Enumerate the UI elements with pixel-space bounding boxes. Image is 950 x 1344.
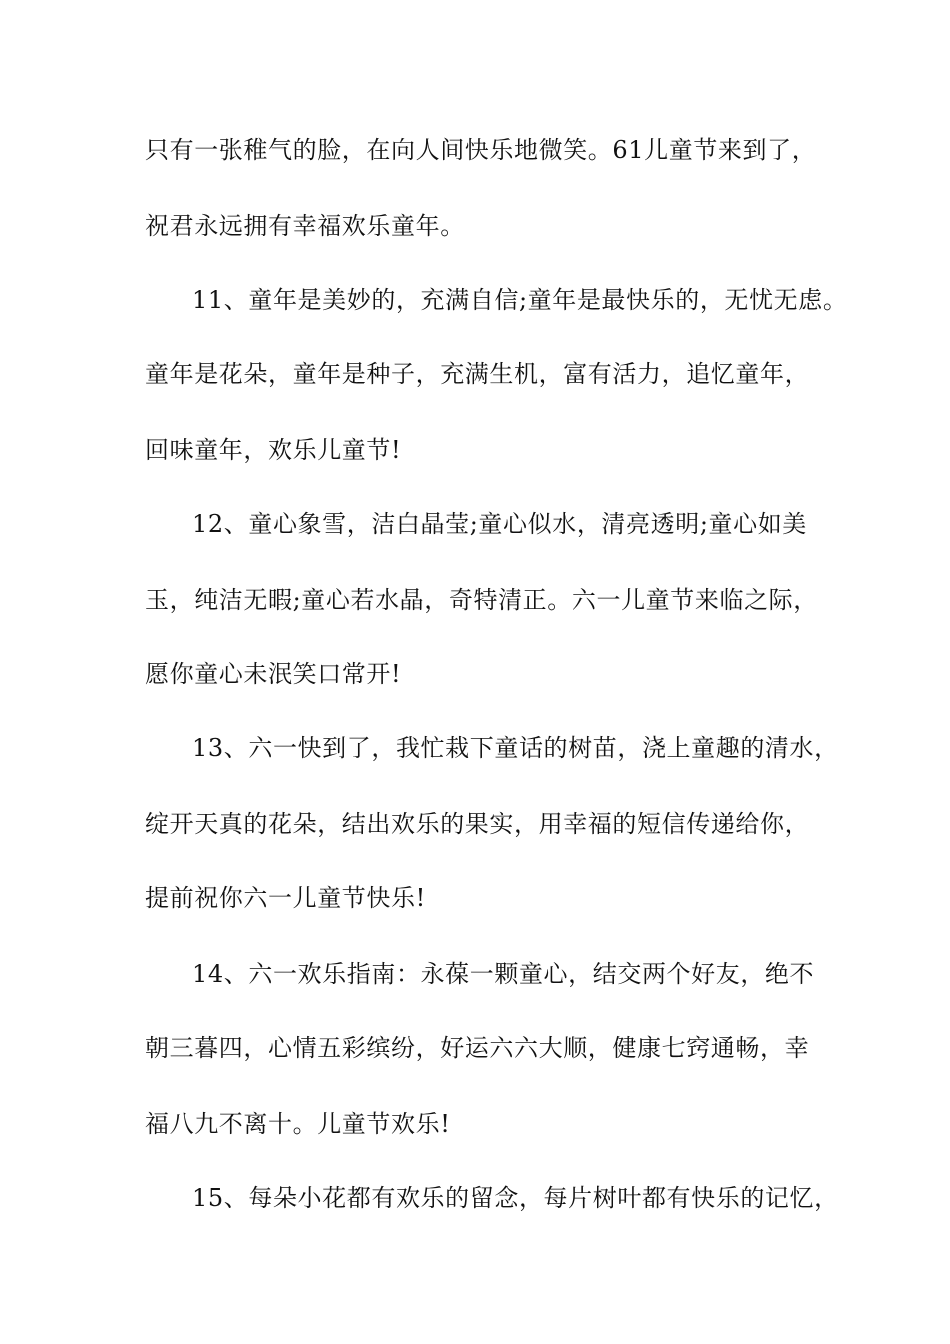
paragraph-11-start: 11、童年是美妙的，充满自信;童年是最快乐的，无忧无虑。 [192, 286, 848, 314]
paragraph-14-start: 14、六一欢乐指南：永葆一颗童心，结交两个好友，绝不 [192, 960, 815, 988]
text-line: 提前祝你六一儿童节快乐! [145, 884, 426, 912]
text-line: 愿你童心未泯笑口常开! [145, 660, 402, 688]
paragraph-15-start: 15、每朵小花都有欢乐的留念，每片树叶都有快乐的记忆， [192, 1184, 839, 1212]
text-line: 福八九不离十。儿童节欢乐! [145, 1110, 451, 1138]
text-line: 童年是花朵，童年是种子，充满生机，富有活力，追忆童年， [145, 360, 810, 388]
text-line: 绽开天真的花朵，结出欢乐的果实，用幸福的短信传递给你， [145, 810, 810, 838]
paragraph-13-start: 13、六一快到了，我忙栽下童话的树苗，浇上童趣的清水， [192, 734, 839, 762]
text-line: 祝君永远拥有幸福欢乐童年。 [145, 212, 465, 240]
text-line: 朝三暮四，心情五彩缤纷，好运六六大顺，健康七窍通畅，幸 [145, 1034, 810, 1062]
text-line: 回味童年，欢乐儿童节! [145, 436, 402, 464]
text-line: 玉，纯洁无暇;童心若水晶，奇特清正。六一儿童节来临之际， [145, 586, 818, 614]
paragraph-12-start: 12、童心象雪，洁白晶莹;童心似水，清亮透明;童心如美 [192, 510, 807, 538]
text-line: 只有一张稚气的脸，在向人间快乐地微笑。61儿童节来到了， [145, 136, 817, 164]
